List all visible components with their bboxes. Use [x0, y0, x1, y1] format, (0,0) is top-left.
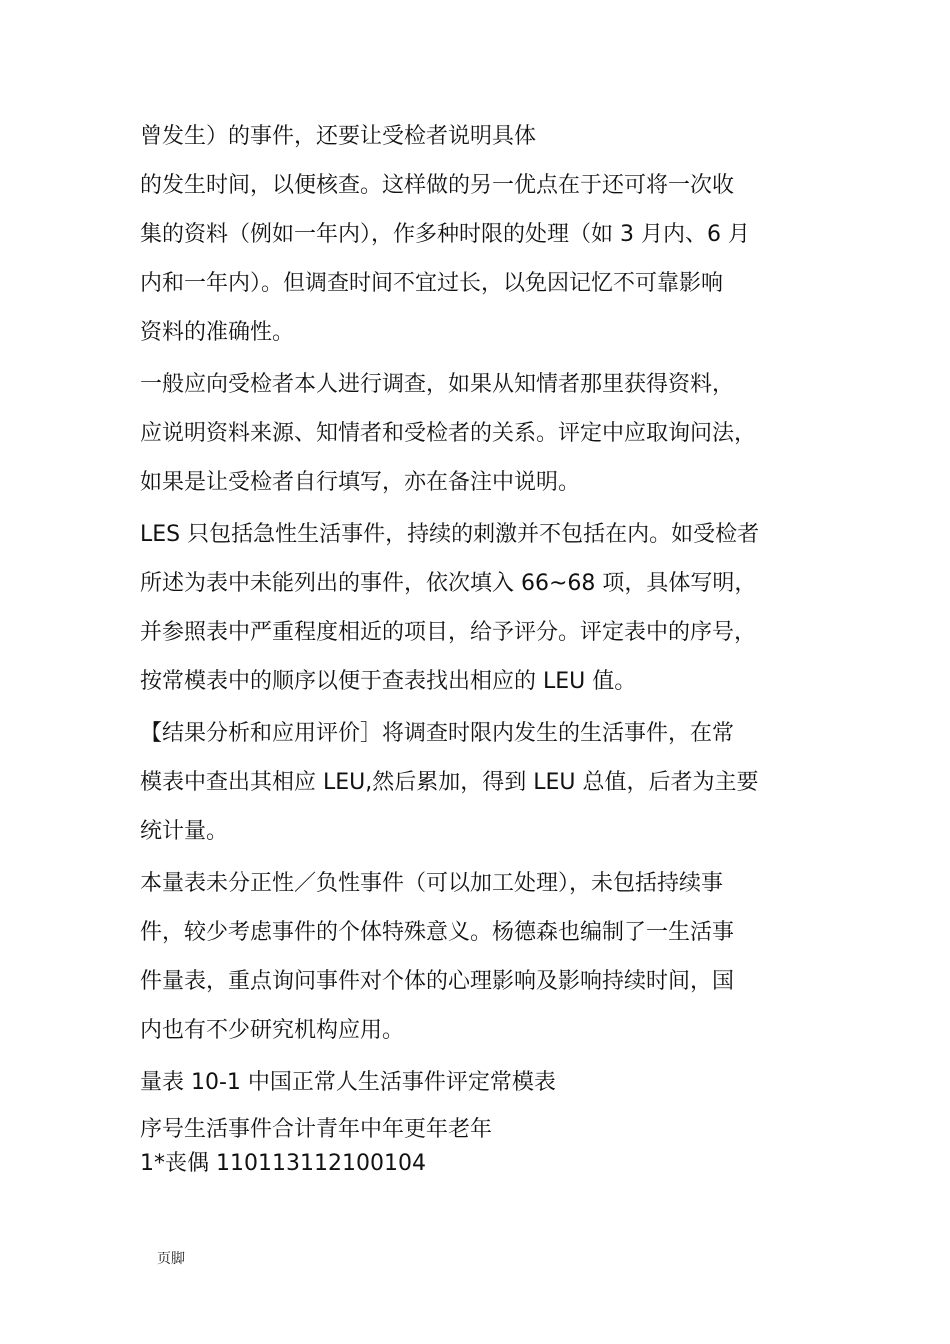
paragraph-4 [140, 709, 830, 856]
paragraph-1 [140, 112, 830, 357]
text-line: 如果是让受检者自行填写，亦在备注中说明。 [140, 470, 581, 495]
page-footer: 页脚 [157, 1251, 185, 1267]
table-text [140, 1113, 830, 1181]
paragraph-3 [140, 510, 830, 706]
text-line: 件量表，重点询问事件对个体的心理影响及影响持续时间，国 [140, 969, 735, 994]
text-line: 所述为表中未能列出的事件，依次填入 66~68 项，具体写明， [140, 571, 757, 596]
text-line: 【结果分析和应用评价］将调查时限内发生的生活事件，在常 [140, 721, 735, 746]
text-line: 统计量。 [140, 819, 229, 844]
table-caption-text: 量表 10-1 中国正常人生活事件评定常模表 [140, 1070, 556, 1095]
text-line: 模表中查出其相应 LEU,然后累加，得到 LEU 总值，后者为主要 [140, 770, 759, 795]
text-line: 曾发生）的事件，还要让受检者说明具体 [140, 124, 537, 149]
text-line: 应说明资料来源、知情者和受检者的关系。评定中应取询问法， [140, 421, 757, 446]
table-row-line: 1*丧偶 110113112100104 [140, 1151, 426, 1176]
document-body [140, 112, 830, 1184]
table-header-line: 序号生活事件合计青年中年更年老年 [140, 1117, 493, 1142]
paragraph-2 [140, 360, 830, 507]
text-line: LES 只包括急性生活事件，持续的刺激并不包括在内。如受检者 [140, 522, 760, 547]
text-line: 一般应向受检者本人进行调查，如果从知情者那里获得资料， [140, 372, 735, 397]
text-line: 件，较少考虑事件的个体特殊意义。杨德森也编制了一生活事 [140, 920, 735, 945]
table-caption [140, 1058, 830, 1107]
text-line: 本量表未分正性／负性事件（可以加工处理），未包括持续事 [140, 871, 724, 896]
paragraph-5 [140, 859, 830, 1055]
text-line: 内和一年内）。但调查时间不宜过长，以免因记忆不可靠影响 [140, 271, 724, 296]
text-line: 集的资料（例如一年内），作多种时限的处理（如 3 月内、6 月 [140, 222, 750, 247]
text-line: 并参照表中严重程度相近的项目，给予评分。评定表中的序号， [140, 620, 757, 645]
text-line: 内也有不少研究机构应用。 [140, 1018, 405, 1043]
text-line: 资料的准确性。 [140, 320, 295, 345]
text-line: 按常模表中的顺序以便于查表找出相应的 LEU 值。 [140, 669, 637, 694]
text-line: 的发生时间，以便核查。这样做的另一优点在于还可将一次收 [140, 173, 735, 198]
